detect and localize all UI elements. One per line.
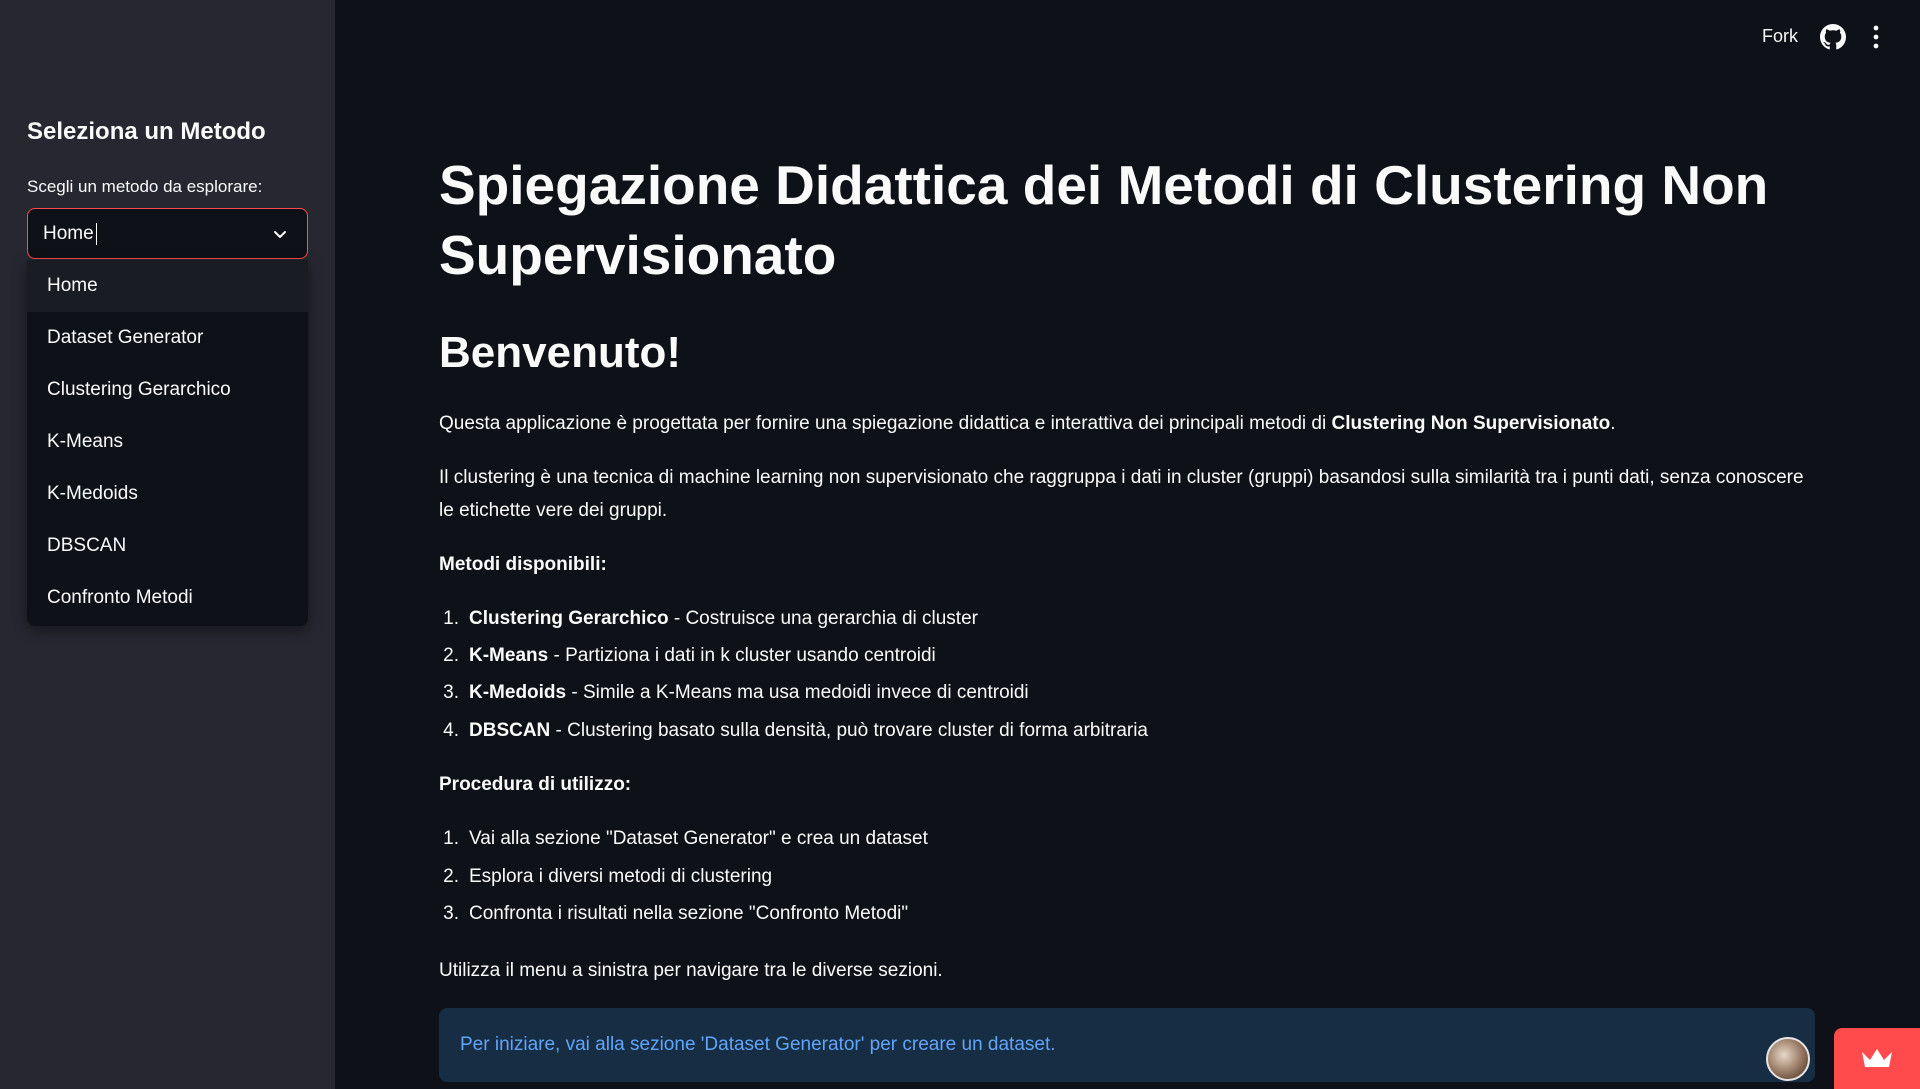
option-clustering-gerarchico[interactable]: Clustering Gerarchico	[47, 379, 231, 400]
sidebar	[0, 0, 335, 1089]
intro-end: .	[1610, 413, 1616, 434]
info-alert	[439, 1008, 1815, 1082]
select-label: Scegli un metodo da esplorare:	[27, 177, 263, 196]
option-k-medoids[interactable]: K-Medoids	[47, 483, 138, 504]
list-item	[439, 903, 908, 925]
sidebar-title: Seleziona un Metodo	[27, 118, 266, 145]
text-cursor	[96, 223, 97, 245]
select-value[interactable]: Home	[43, 222, 94, 244]
method-name: K-Medoids	[469, 682, 567, 703]
list-item	[439, 866, 772, 888]
step-text: Esplora i diversi metodi di clustering	[469, 866, 773, 887]
method-desc: - Partiziona i dati in k cluster usando centroidi	[548, 645, 936, 666]
step-text: Vai alla sezione "Dataset Generator" e crea un dataset	[469, 828, 928, 849]
procedure-heading-text: Procedura di utilizzo:	[439, 774, 632, 795]
list-number: 2.	[443, 645, 459, 666]
method-name: Clustering Gerarchico	[469, 608, 669, 629]
method-desc: - Costruisce una gerarchia di cluster	[668, 608, 978, 629]
methods-heading	[439, 548, 1819, 581]
option-home[interactable]: Home	[27, 260, 308, 312]
list-item	[439, 608, 978, 630]
step-text: Confronta i risultati nella sezione "Confronto Metodi"	[469, 903, 909, 924]
list-number: 1.	[443, 828, 459, 849]
list-item	[439, 720, 1148, 742]
method-name: DBSCAN	[469, 720, 551, 741]
page-title: Spiegazione Didattica dei Metodi di Clustering Non Supervisionato	[439, 154, 1769, 286]
streamlit-crown-button[interactable]	[1834, 1028, 1920, 1089]
info-text: Per iniziare, vai alla sezione 'Dataset Generator' per creare un dataset.	[460, 1034, 1056, 1055]
fork-button[interactable]: Fork	[1762, 26, 1798, 46]
list-number: 3.	[443, 903, 459, 924]
welcome-heading: Benvenuto!	[439, 328, 681, 377]
option-k-means[interactable]: K-Means	[47, 431, 124, 452]
kebab-menu-icon[interactable]	[1872, 24, 1880, 50]
option-dataset-generator[interactable]: Dataset Generator	[47, 327, 204, 348]
list-number: 3.	[443, 682, 459, 703]
intro-bold: Clustering Non Supervisionato	[1331, 413, 1611, 434]
intro-paragraph	[439, 407, 1819, 440]
navigation-hint: Utilizza il menu a sinistra per navigare tra le diverse sezioni.	[439, 960, 943, 981]
github-icon[interactable]	[1820, 24, 1846, 50]
method-desc: - Simile a K-Means ma usa medoidi invece di centroidi	[566, 682, 1029, 703]
method-name: K-Means	[469, 645, 549, 666]
description-paragraph: Il clustering è una tecnica di machine learning non supervisionato che raggruppa i dati in cluster (gruppi) basandosi sulla similarità tra i punti dati, senza conoscere le etichette vere dei gruppi.	[439, 467, 1804, 521]
method-dropdown	[27, 260, 308, 626]
list-item	[439, 645, 936, 667]
intro-text: Questa applicazione è progettata per fornire una spiegazione didattica e interattiva dei principali metodi di	[439, 413, 1332, 434]
methods-heading-text: Metodi disponibili:	[439, 554, 607, 575]
crown-icon	[1860, 1046, 1894, 1070]
option-confronto-metodi[interactable]: Confronto Metodi	[47, 587, 193, 608]
option-dbscan[interactable]: DBSCAN	[47, 535, 127, 556]
list-number: 1.	[443, 608, 459, 629]
list-number: 4.	[443, 720, 459, 741]
list-number: 2.	[443, 866, 459, 887]
method-desc: - Clustering basato sulla densità, può trovare cluster di forma arbitraria	[550, 720, 1149, 741]
list-item	[439, 682, 1029, 704]
method-select[interactable]	[27, 208, 308, 259]
chevron-down-icon[interactable]	[271, 225, 289, 243]
list-item	[439, 828, 928, 850]
avatar[interactable]	[1766, 1037, 1810, 1081]
procedure-heading	[439, 768, 1819, 801]
